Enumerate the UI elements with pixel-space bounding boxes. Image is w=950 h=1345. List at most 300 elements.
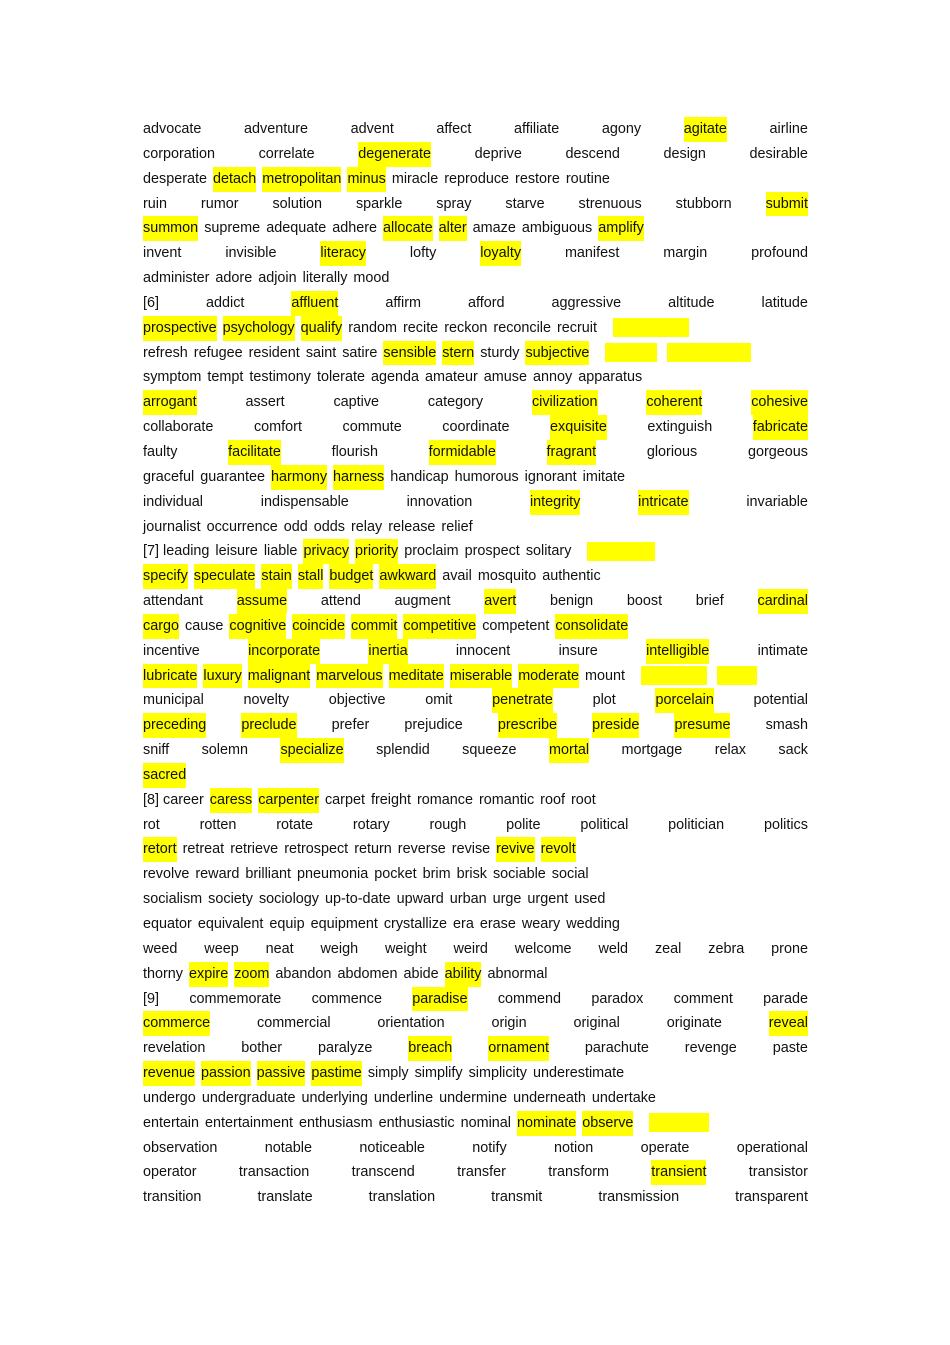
highlighted-word: marvelous [316,664,382,689]
word-line [143,763,808,788]
word: zeal [654,940,682,957]
word: annoy [533,369,573,386]
highlighted-word: alter [439,216,467,241]
word: enthusiasm [299,1114,373,1131]
word: amaze [472,220,516,237]
word: municipal [143,692,204,709]
word: objective [328,692,386,709]
word: stubborn [675,195,732,212]
word: crystallize [383,916,448,932]
word: social [551,866,589,883]
word: incentive [143,642,200,659]
word: [6] [143,294,159,311]
word: revelation [143,1040,206,1057]
word-line [143,564,808,589]
word: correlate [258,145,315,162]
word-line [143,664,808,689]
word-line [143,589,808,614]
word: satire [342,344,378,361]
word: reward [195,866,240,883]
highlighted-word: priority [355,539,398,564]
word: altitude [668,294,715,311]
word: manifest [564,245,620,262]
word: upward [396,891,444,908]
word: adore [215,270,253,287]
word: simplify [414,1065,463,1082]
highlighted-word: qualify [301,316,343,341]
word-line [143,316,808,341]
word: collaborate [143,419,214,436]
word-line [143,887,808,912]
highlighted-word: harmony [271,465,327,490]
word: authentic [542,568,601,585]
word: revolve [143,866,190,883]
word: indispensable [260,493,349,510]
word: comment [673,990,733,1007]
word: avail [442,568,472,585]
word: zebra [708,940,745,957]
word: restore [515,170,560,187]
word-line [143,738,808,763]
word: [8] career [143,791,204,808]
word: prefer [331,717,370,734]
word: mount [584,667,625,684]
word: mood [353,270,390,287]
word: entertain [143,1114,200,1131]
word-line [143,987,808,1012]
word: novelty [243,692,290,709]
highlighted-word: cardinal [758,589,808,614]
word: brim [422,866,451,883]
word: plot [592,692,616,709]
word: operator [143,1164,197,1181]
word-line [143,788,808,813]
word: administer [143,270,210,287]
highlighted-word: agitate [684,117,727,142]
word: transcend [351,1164,415,1181]
highlighted-word: malignant [248,664,310,689]
word-line [143,1185,808,1210]
word: affect [436,121,472,137]
word: adequate [266,220,327,237]
word: imitate [582,468,626,485]
word: innocent [455,642,511,659]
highlighted-word: revenue [143,1061,195,1086]
word: captive [333,394,380,411]
word: welcome [514,940,572,957]
word: lofty [409,245,437,262]
highlighted-word: sensible [383,341,436,366]
highlight-blank [613,318,689,337]
word: rumor [200,195,239,212]
word: commemorate [189,990,282,1007]
word: descend [565,145,620,162]
word-line [143,1036,808,1061]
word: pocket [374,866,417,883]
word: smash [765,717,808,734]
word-line [143,1160,808,1185]
highlighted-word: specialize [280,738,343,763]
word: innovation [406,493,473,510]
word: underestimate [532,1065,625,1082]
word: invisible [225,245,277,262]
word: invariable [746,493,808,510]
highlighted-word: luxury [203,664,241,689]
word: transmission [598,1189,680,1206]
word-line [143,837,808,862]
word: agenda [370,369,419,386]
word: desperate [143,170,208,187]
word-line [143,713,808,738]
word: relief [441,518,473,535]
word: weld [598,940,629,957]
word: attend [320,593,361,610]
word: weep [204,940,239,957]
word: up-to-date [324,891,391,908]
word: symptom [143,369,202,386]
highlighted-word: degenerate [358,142,431,167]
highlighted-word: presume [674,713,730,738]
word: potential [753,692,808,709]
highlighted-word: pastime [311,1061,361,1086]
word: benign [549,593,594,610]
word-line [143,465,808,490]
word-line [143,1136,808,1161]
highlighted-word: cargo [143,614,179,639]
word: socialism [143,891,203,908]
word: profound [751,245,808,262]
word: freight [370,791,411,808]
word: affiliate [513,121,560,137]
word: [9] [143,990,159,1007]
word-line [143,813,808,838]
highlighted-word: reveal [769,1011,808,1036]
word: category [427,394,484,411]
word: ignorant [524,468,577,485]
word: literally [302,270,348,287]
highlighted-word: literacy [320,241,366,266]
word-line [143,365,808,390]
word: rotary [352,816,390,833]
word: reproduce [444,170,510,187]
word-line [143,216,808,241]
word: weed [143,940,178,957]
word: splendid [376,742,430,759]
word: weight [385,940,427,957]
word: undermine [439,1089,508,1106]
word: solemn [201,742,248,759]
word: [7] leading [143,543,210,560]
word: romantic [478,791,535,808]
word: thorny [143,965,183,982]
word: paradox [591,990,644,1007]
word: deprive [474,145,522,162]
word: latitude [761,294,808,311]
highlighted-word: nominate [517,1111,576,1136]
word-line [143,962,808,987]
word: equivalent [197,916,264,932]
word: politician [668,816,725,833]
word: root [570,791,596,808]
word: squeeze [462,742,517,759]
highlighted-word: summon [143,216,198,241]
word: abnormal [487,965,548,982]
word: abide [403,965,439,982]
word: parachute [584,1040,649,1057]
highlighted-word: stern [442,341,474,366]
word: rotate [276,816,314,833]
word: graceful [143,468,195,485]
word: paste [772,1040,808,1057]
highlighted-word: assume [237,589,287,614]
word: carpet [324,791,365,808]
word: assert [245,394,285,411]
word-line [143,688,808,713]
word: resident [248,344,300,361]
highlighted-word: ability [445,962,482,987]
highlighted-word: stain [261,564,291,589]
word: boost [626,593,663,610]
word: relay [351,518,383,535]
highlighted-word: psychology [223,316,295,341]
word: equipment [310,916,378,932]
highlighted-word: minus [347,167,385,192]
word: refresh [143,344,188,361]
word: flourish [331,443,378,460]
word: retrieve [230,841,279,858]
highlighted-word: observe [582,1111,633,1136]
word: invent [143,245,182,262]
word: noticeable [359,1139,425,1156]
word: amuse [483,369,527,386]
word: supreme [204,220,261,237]
highlighted-word: incorporate [248,639,320,664]
word: brilliant [245,866,291,883]
highlighted-word: detach [213,167,256,192]
word: translate [257,1189,313,1206]
highlighted-word: speculate [194,564,256,589]
word: neat [265,940,294,957]
highlighted-word: submit [766,192,808,217]
word: leisure [215,543,258,560]
word: enthusiastic [378,1114,455,1131]
word: politics [763,816,808,833]
word: aggressive [551,294,622,311]
highlighted-word: commerce [143,1011,210,1036]
word: commence [311,990,382,1007]
highlighted-word: revive [496,837,534,862]
word: recite [403,319,439,336]
highlighted-word: preceding [143,713,206,738]
word: adhere [332,220,378,237]
highlighted-word: passive [257,1061,306,1086]
word: strenuous [578,195,642,212]
word: omit [425,692,453,709]
highlighted-word: specify [143,564,188,589]
word: operate [640,1139,690,1156]
highlighted-word: integrity [530,490,580,515]
word: solitary [525,543,572,560]
highlighted-word: exquisite [550,415,607,440]
word: coordinate [442,419,510,436]
word: prone [771,940,808,957]
word: sack [778,742,808,759]
word: commend [497,990,561,1007]
word: journalist [143,518,201,535]
word: undergo [143,1089,196,1106]
highlighted-word: cognitive [229,614,286,639]
highlighted-word: retort [143,837,177,862]
word: society [208,891,253,908]
word: simplicity [468,1065,527,1082]
word: ruin [143,195,167,212]
word: tempt [207,369,244,386]
highlighted-word: meditate [389,664,444,689]
word: abandon [275,965,332,982]
highlighted-word: budget [329,564,373,589]
word: insure [558,642,598,659]
word: mosquito [477,568,537,585]
highlighted-word: prescribe [498,713,557,738]
word: corporation [143,145,215,162]
word: odd [283,518,308,535]
word-line [143,142,808,167]
word: attendant [143,593,204,610]
word-line [143,341,808,366]
word: release [388,518,436,535]
word: cause [185,617,224,634]
word: occurrence [206,518,278,535]
word: urgent [527,891,569,908]
word: commercial [257,1015,331,1032]
word: adjoin [258,270,297,287]
word: desirable [749,145,808,162]
word: observation [143,1139,218,1156]
word: operational [736,1139,808,1156]
highlighted-word: arrogant [143,390,197,415]
word: revenge [684,1040,737,1057]
word: odds [313,518,346,535]
word: underlying [301,1089,368,1106]
word: sociology [258,891,319,908]
highlighted-word: consolidate [555,614,628,639]
word: sturdy [480,344,520,361]
highlighted-word: lubricate [143,664,197,689]
word: erase [479,916,516,932]
word: sparkle [355,195,403,212]
word: retreat [182,841,225,858]
word: commute [342,419,402,436]
word-line [143,515,808,540]
highlighted-word: allocate [383,216,433,241]
word: refugee [193,344,243,361]
word: addict [205,294,245,311]
word-line [143,117,808,142]
word: advocate [143,121,202,137]
word-line [143,1011,808,1036]
word-line [143,639,808,664]
word: rot [143,816,160,833]
highlighted-word: preside [592,713,639,738]
word: airline [769,121,808,137]
word-list [143,117,808,1210]
highlight-blank [649,1113,709,1132]
highlighted-word: sacred [143,763,186,788]
word: wedding [566,916,620,932]
word: design [663,145,706,162]
word: liable [263,543,298,560]
highlighted-word: amplify [598,216,644,241]
highlighted-word: subjective [525,341,589,366]
word: tolerate [316,369,365,386]
word: undergraduate [201,1089,296,1106]
word-line [143,614,808,639]
highlight-blank [641,666,707,685]
highlighted-word: coherent [646,390,702,415]
word: notify [472,1139,507,1156]
word: parade [763,990,808,1007]
word: affirm [385,294,422,311]
highlighted-word: competitive [403,614,476,639]
word: apparatus [578,369,643,386]
word: agony [601,121,642,137]
word: prejudice [404,717,463,734]
word: augment [394,593,451,610]
word: urban [449,891,487,908]
word: weird [453,940,488,957]
word: reconcile [493,319,551,336]
word: rough [429,816,467,833]
word-line [143,291,808,316]
word: notable [264,1139,312,1156]
highlighted-word: expire [189,962,228,987]
highlighted-word: intelligible [646,639,709,664]
word: retrospect [284,841,349,858]
highlighted-word: miserable [450,664,512,689]
word: individual [143,493,204,510]
highlighted-word: caress [210,788,252,813]
word: miracle [391,170,439,187]
word-line [143,539,808,564]
word: solution [272,195,323,212]
highlighted-word: loyalty [480,241,521,266]
highlighted-word: commit [351,614,397,639]
word-line [143,1061,808,1086]
highlighted-word: intricate [638,490,688,515]
highlighted-word: fabricate [753,415,808,440]
word: intimate [757,642,808,659]
word: afford [468,294,505,311]
highlighted-word: breach [408,1036,452,1061]
word: prospect [464,543,520,560]
word: glorious [646,443,698,460]
highlighted-word: carpenter [258,788,319,813]
word-line [143,1111,808,1136]
word: brisk [456,866,487,883]
word: roof [540,791,565,808]
word-line [143,415,808,440]
word: mortgage [621,742,683,759]
word: originate [666,1015,722,1032]
highlighted-word: transient [651,1160,706,1185]
word: equator [143,916,192,932]
word: comfort [253,419,302,436]
highlighted-word: cohesive [751,390,808,415]
word: sniff [143,742,170,759]
highlighted-word: stall [298,564,324,589]
word: romance [416,791,473,808]
word-line [143,241,808,266]
